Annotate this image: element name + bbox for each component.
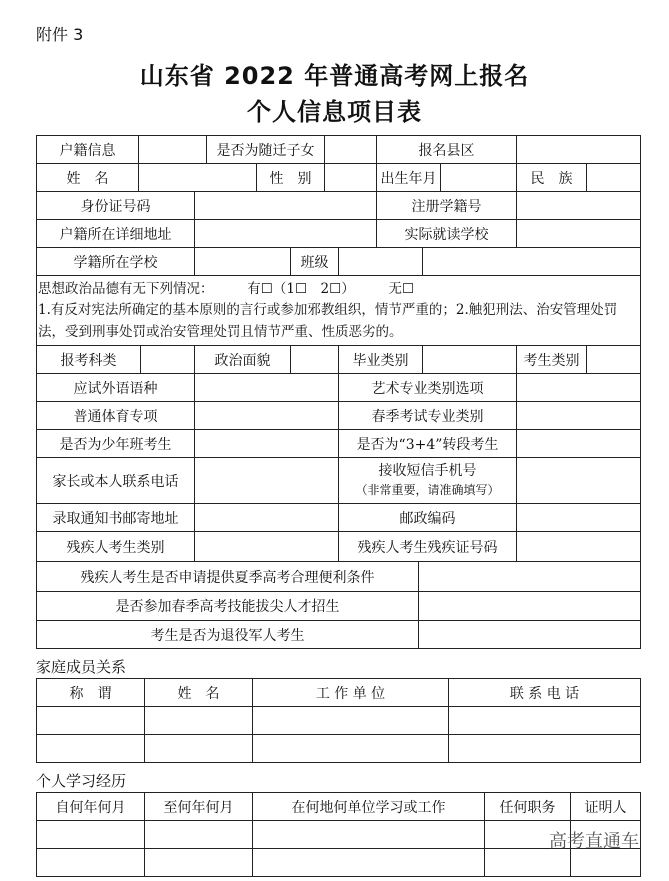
label-disability-accommodation: 残疾人考生是否申请提供夏季高考合理便利条件	[36, 561, 418, 591]
label-address: 户籍所在详细地址	[36, 219, 194, 247]
label-xueji: 注册学籍号	[376, 191, 516, 219]
label-waiyu: 应试外语语种	[36, 373, 194, 401]
label-class: 班级	[290, 247, 338, 275]
page-title-line2: 个人信息项目表	[247, 98, 422, 126]
label-name: 姓 名	[36, 163, 138, 191]
label-sms-hint: （非常重要，请准确填写）	[355, 482, 500, 497]
label-phone: 家长或本人联系电话	[36, 457, 194, 503]
label-county: 报名县区	[376, 135, 516, 163]
label-disability-type: 残疾人考生类别	[36, 531, 194, 561]
study-section-title: 个人学习经历	[36, 772, 127, 790]
family-header-work: 工 作 单 位	[252, 678, 448, 706]
label-kaosheng: 考生类别	[516, 345, 586, 373]
label-ethnic: 民 族	[516, 163, 586, 191]
attachment-label: 附件 3	[36, 25, 84, 44]
study-header-to: 至何年何月	[144, 792, 252, 820]
label-postcode: 邮政编码	[338, 503, 516, 531]
label-tiyu: 普通体育专项	[36, 401, 194, 429]
label-chunji: 春季考试专业类别	[338, 401, 516, 429]
label-mail-address: 录取通知书邮寄地址	[36, 503, 194, 531]
page-title-line1: 山东省 2022 年普通高考网上报名	[139, 62, 530, 90]
family-header-relation: 称 谓	[36, 678, 144, 706]
label-birth: 出生年月	[376, 163, 440, 191]
label-yishu: 艺术专业类别选项	[338, 373, 516, 401]
study-header-place: 在何地何单位学习或工作	[252, 792, 484, 820]
label-skill-talent: 是否参加春季高考技能拔尖人才招生	[36, 591, 418, 620]
label-disability-id: 残疾人考生残疾证号码	[338, 531, 516, 561]
label-veteran: 考生是否为退役军人考生	[36, 620, 418, 648]
politics-question[interactable]: 思想政治品德有无下列情况： 有☐（1☐ 2☐） 无☐	[38, 281, 415, 297]
label-sms-main: 接收短信手机号	[378, 462, 477, 479]
label-34: 是否为“3+4”转段考生	[338, 429, 516, 457]
watermark: 高考直通车	[549, 831, 639, 852]
label-biye: 毕业类别	[338, 345, 422, 373]
label-kelei: 报考科类	[36, 345, 140, 373]
study-header-from: 自何年何月	[36, 792, 144, 820]
family-header-name: 姓 名	[144, 678, 252, 706]
family-section-title: 家庭成员关系	[36, 658, 127, 676]
label-id: 身份证号码	[36, 191, 194, 219]
label-zhengzhi: 政治面貌	[194, 345, 290, 373]
label-gender: 性 别	[256, 163, 324, 191]
politics-note: 1.有反对宪法所确定的基本原则的言行或参加邪教组织，情节严重的；2.触犯刑法、治安管理处罚法，受到刑事处罚或治安管理处罚且情节严重、性质恶劣的。	[38, 302, 618, 340]
label-suiqian: 是否为随迁子女	[206, 135, 324, 163]
label-huji: 户籍信息	[36, 135, 138, 163]
label-xueji-school: 学籍所在学校	[36, 247, 194, 275]
study-header-post: 任何职务	[484, 792, 570, 820]
label-school: 实际就读学校	[376, 219, 516, 247]
family-header-phone: 联 系 电 话	[448, 678, 640, 706]
study-header-witness: 证明人	[570, 792, 640, 820]
label-shaonian: 是否为少年班考生	[36, 429, 194, 457]
